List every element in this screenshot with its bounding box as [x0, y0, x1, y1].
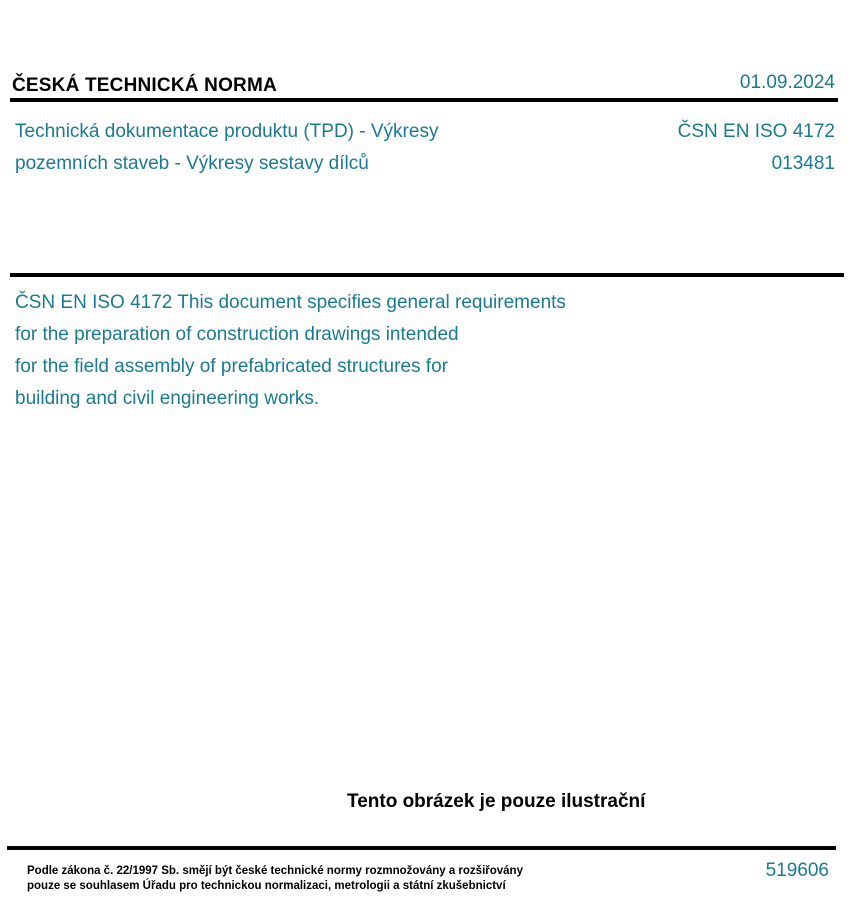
bottom-divider [7, 846, 836, 850]
legal-notice-line-1: Podle zákona č. 22/1997 Sb. smějí být české technické normy rozmnožovány a rozšiřovány [27, 865, 523, 877]
standard-designation: ČSN EN ISO 4172 [677, 121, 835, 142]
standard-title [15, 116, 575, 180]
standard-title-line-2: pozemních staveb - Výkresy sestavy dílců [15, 153, 369, 174]
abstract-line-3: for the field assembly of prefabricated structures for [15, 356, 448, 377]
illustration-notice: Tento obrázek je pouze ilustrační [347, 791, 646, 812]
standard-identifiers [678, 116, 835, 180]
abstract-text [15, 287, 715, 415]
top-divider [10, 98, 838, 102]
legal-notice [27, 864, 523, 894]
norm-header-title: ČESKÁ TECHNICKÁ NORMA [12, 75, 277, 96]
abstract-line-2: for the preparation of construction drawings intended [15, 324, 459, 345]
middle-divider [10, 273, 844, 277]
standard-title-line-1: Technická dokumentace produktu (TPD) - Výkresy [15, 121, 439, 142]
catalog-number: 519606 [765, 860, 829, 881]
abstract-line-1: ČSN EN ISO 4172 This document specifies general requirements [15, 292, 566, 313]
abstract-line-4: building and civil engineering works. [15, 388, 320, 409]
classification-code: 013481 [771, 153, 835, 174]
publication-date: 01.09.2024 [739, 72, 835, 93]
legal-notice-line-2: pouze se souhlasem Úřadu pro technickou normalizaci, metrologii a státní zkušebnictví [27, 880, 506, 892]
